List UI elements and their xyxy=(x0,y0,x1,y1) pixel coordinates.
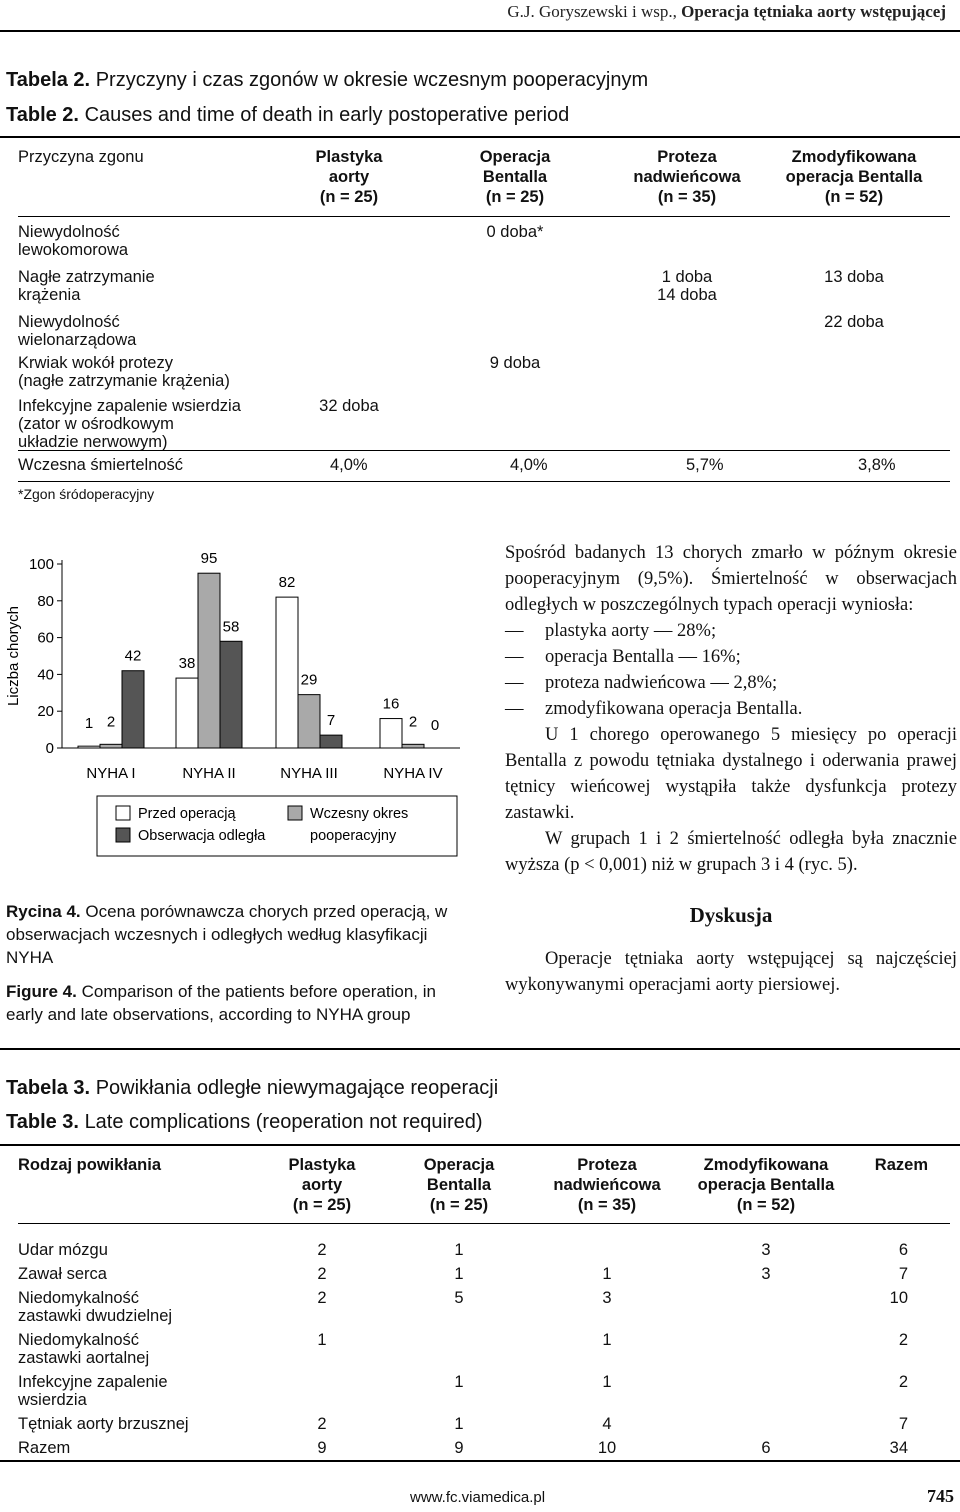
table2-header-line: Plastyka xyxy=(315,148,383,166)
cell-line: 13 doba xyxy=(824,268,884,286)
mortality-list-item xyxy=(505,618,957,644)
table2-cell xyxy=(616,223,758,268)
bar-value-label: 7 xyxy=(326,712,336,730)
cause-line: wielonarządowa xyxy=(18,331,137,349)
table3-title-en: Late complications (reoperation not required) xyxy=(84,1111,483,1133)
table3-cell: 4 xyxy=(602,1415,612,1433)
legend-box xyxy=(97,796,457,856)
complication-line: Infekcyjne zapalenie xyxy=(18,1373,168,1391)
table3-top-section-rule xyxy=(0,1048,960,1050)
table3-header-line: Zmodyfikowana xyxy=(703,1156,829,1174)
table3-cell: 1 xyxy=(454,1415,464,1433)
header-rule xyxy=(0,30,960,32)
cause-line: Niewydolność xyxy=(18,223,120,241)
mortality-label: Wczesna śmiertelność xyxy=(18,456,184,474)
table2-row xyxy=(18,313,950,354)
table2-col-cause: Przyczyna zgonu xyxy=(18,148,144,166)
mortality-list-text: plastyka aorty — 28%; xyxy=(545,621,717,641)
table2-bottom-rule xyxy=(18,481,950,482)
table3-cell xyxy=(532,1233,682,1265)
table2-cell xyxy=(758,313,950,354)
table2-top-rule xyxy=(0,136,960,138)
cell-line: 14 doba xyxy=(657,286,717,304)
table3-complication xyxy=(18,1331,258,1373)
table2-cell xyxy=(414,354,616,397)
table2-header-line: Zmodyfikowana xyxy=(791,148,917,166)
bar-value-label: 58 xyxy=(222,618,240,636)
table2-header-line: (n = 25) xyxy=(319,188,379,206)
table2-cell xyxy=(616,268,758,313)
table3-complication xyxy=(18,1265,258,1289)
bar-value-label: 1 xyxy=(84,715,94,733)
table2 xyxy=(18,147,950,459)
table2-footnote: *Zgon śródoperacyjny xyxy=(18,486,155,502)
table2-col-proteza xyxy=(616,147,758,223)
bar-value-label: 82 xyxy=(278,574,296,592)
cell-line: 32 doba xyxy=(319,397,379,415)
bar-value-label: 0 xyxy=(430,717,440,734)
cause-line: układzie nerwowym) xyxy=(18,433,168,451)
table3-header-line: (n = 52) xyxy=(736,1196,796,1214)
table3-header-line: (n = 25) xyxy=(292,1196,352,1214)
y-axis-label: Liczba chorych xyxy=(5,605,22,707)
y-tick-label: 80 xyxy=(37,592,54,610)
y-tick-label: 100 xyxy=(28,556,54,573)
x-category-label: NYHA I xyxy=(86,765,136,782)
legend-label: Obserwacja odległa xyxy=(138,828,266,844)
y-tick-label: 20 xyxy=(37,703,54,721)
mortality-bentall: 4,0% xyxy=(510,456,548,474)
cause-line: lewokomorowa xyxy=(18,241,129,259)
table3-cell: 1 xyxy=(454,1265,464,1283)
table3-cell xyxy=(682,1331,850,1373)
cell-line: 0 doba* xyxy=(486,223,544,241)
header-title: Operacja tętniaka aorty wstępującej xyxy=(681,2,946,21)
bar-przed-operacją xyxy=(176,678,198,748)
dash-marker: — xyxy=(505,699,524,719)
figure4-label-en: Figure 4. xyxy=(6,982,77,1001)
cell-line: 9 doba xyxy=(489,354,541,372)
body-text xyxy=(505,540,957,998)
table3-header-line: nadwieńcowa xyxy=(553,1176,661,1194)
table3-cell: 3 xyxy=(602,1289,612,1307)
table2-header-line: (n = 25) xyxy=(485,188,545,206)
table3-col-type: Rodzaj powikłania xyxy=(18,1156,162,1174)
bar-wczesny-okres-pooperacyjny xyxy=(402,744,424,748)
page-number: 745 xyxy=(927,1486,954,1506)
cause-line: (zator w ośrodkowym xyxy=(18,415,174,433)
cell-line: 22 doba xyxy=(824,313,884,331)
legend-label: Wczesny okres xyxy=(310,806,409,822)
table3-cell: 1 xyxy=(454,1241,464,1259)
table3-cell: 2 xyxy=(898,1331,908,1349)
header-authors: G.J. Goryszewski i wsp., xyxy=(507,2,677,21)
mortality-list-text: operacja Bentalla — 16%; xyxy=(545,647,741,667)
table3-row xyxy=(18,1331,950,1373)
legend-swatch xyxy=(116,828,130,842)
table2-cell xyxy=(758,223,950,268)
complication-line: Razem xyxy=(18,1439,71,1457)
table3-row xyxy=(18,1265,950,1289)
table2-header-line: operacja Bentalla xyxy=(785,168,923,186)
body-paragraph-2: U 1 chorego operowanego 5 miesięcy po operacji Bentalla z powodu tętniaka dystalnego i oderwania prawej tętnicy wieńcowej wystąpiła także dysfunkcja protezy zastawki. xyxy=(505,725,957,823)
cell-line: 1 doba xyxy=(661,268,713,286)
bar-wczesny-okres-pooperacyjny xyxy=(100,744,122,748)
table2-header-line: (n = 35) xyxy=(657,188,717,206)
bar-value-label: 2 xyxy=(408,713,418,731)
table3-cell: 1 xyxy=(602,1265,612,1283)
table2-header-line: Bentalla xyxy=(482,168,548,186)
figure4-label-pl: Rycina 4. xyxy=(6,902,81,921)
table3-cell: 1 xyxy=(454,1373,464,1391)
table2-header-line: nadwieńcowa xyxy=(633,168,741,186)
body-paragraph-1: Spośród badanych 13 chorych zmarło w późnym okresie pooperacyjnym (9,5%). Śmiertelność w obserwacjach odległych w poszczególnych typach operacji wyniosła: xyxy=(505,543,957,615)
section-heading: Dyskusja xyxy=(689,903,773,927)
table2-label-pl: Tabela 2. xyxy=(6,69,91,91)
complication-line: Niedomykalność xyxy=(18,1289,140,1307)
table2-header-line: aorty xyxy=(328,168,370,186)
y-tick-label: 40 xyxy=(37,666,54,684)
table2-header-line: Operacja xyxy=(479,148,551,166)
table2-header-line: (n = 52) xyxy=(824,188,884,206)
table2-header-line: Proteza xyxy=(657,148,717,166)
table3-header-line: Operacja xyxy=(423,1156,495,1174)
dash-marker: — xyxy=(505,673,524,693)
table2-row xyxy=(18,354,950,397)
table2-col-modified-bentall xyxy=(758,147,950,223)
bar-value-label: 42 xyxy=(124,647,142,665)
mortality-list xyxy=(505,618,957,722)
cause-line: (nagłe zatrzymanie krążenia) xyxy=(18,372,230,390)
table2-cell xyxy=(284,268,414,313)
complication-line: zastawki aortalnej xyxy=(18,1349,150,1367)
table3-cell: 3 xyxy=(761,1265,771,1283)
table3-title-pl: Powikłania odległe niewymagające reoperacji xyxy=(95,1077,499,1099)
mortality-list-item xyxy=(505,696,957,722)
table3-row xyxy=(18,1373,950,1415)
table2-cell xyxy=(284,223,414,268)
table3-cell: 7 xyxy=(898,1415,908,1433)
table2-caption-pl xyxy=(6,69,648,92)
figure4-text-en: Comparison of the patients before operation, in early and late observations, according to NYHA group xyxy=(6,982,436,1024)
table2-caption-en xyxy=(6,104,569,127)
table2-row xyxy=(18,223,950,268)
table3-caption-pl xyxy=(6,1077,498,1100)
table2-col-bentall xyxy=(414,147,616,223)
table3-label-pl: Tabela 3. xyxy=(6,1077,91,1099)
table3-row xyxy=(18,1415,950,1439)
bar-value-label: 29 xyxy=(300,671,318,689)
running-header xyxy=(507,2,946,22)
legend-swatch xyxy=(288,806,302,820)
table3-cell: 3 xyxy=(761,1241,771,1259)
cause-line: Nagłe zatrzymanie xyxy=(18,268,155,286)
mortality-plastyka: 4,0% xyxy=(330,456,368,474)
table3-cell: 9 xyxy=(317,1439,327,1457)
complication-line: wsierdzia xyxy=(18,1391,87,1409)
table3-label-en: Table 3. xyxy=(6,1111,79,1133)
footer-url: www.fc.viamedica.pl xyxy=(410,1489,546,1506)
cause-line: Niewydolność xyxy=(18,313,120,331)
complication-line: zastawki dwudzielnej xyxy=(18,1307,173,1325)
table3-header-line: aorty xyxy=(301,1176,343,1194)
table3-cell: 10 xyxy=(597,1439,617,1457)
mortality-proteza: 5,7% xyxy=(686,456,724,474)
table3-cell: 1 xyxy=(602,1331,612,1349)
table3-col-total xyxy=(850,1155,950,1233)
table2-cell xyxy=(414,268,616,313)
complication-line: Tętniak aorty brzusznej xyxy=(18,1415,189,1433)
x-category-label: NYHA III xyxy=(280,765,338,782)
table3-header-line: Razem xyxy=(874,1156,928,1174)
table3-header-line: (n = 25) xyxy=(429,1196,489,1214)
figure4-caption-en xyxy=(6,980,476,1026)
table2-col-plastyka xyxy=(284,147,414,223)
table3-cell: 1 xyxy=(317,1331,327,1349)
table3 xyxy=(18,1155,950,1463)
mortality-list-text: proteza nadwieńcowa — 2,8%; xyxy=(545,673,778,693)
table3-row xyxy=(18,1289,950,1331)
table2-cell xyxy=(284,354,414,397)
table3-complication xyxy=(18,1233,258,1265)
table3-col-bentall xyxy=(386,1155,532,1233)
mortality-list-text: zmodyfikowana operacja Bentalla. xyxy=(545,699,803,719)
table3-cell xyxy=(682,1289,850,1331)
table3-cell: 2 xyxy=(317,1241,327,1259)
cause-line: Infekcyjne zapalenie wsierdzia xyxy=(18,397,241,415)
body-paragraph-3: W grupach 1 i 2 śmiertelność odległa była znacznie wyższa (p < 0,001) niż w grupach 3 i 4 (ryc. 5). xyxy=(505,829,957,875)
table3-cell xyxy=(258,1373,386,1415)
y-tick-label: 0 xyxy=(45,740,54,757)
bar-value-label: 2 xyxy=(106,713,116,731)
bar-value-label: 38 xyxy=(178,655,196,673)
table2-cell xyxy=(758,268,950,313)
complication-line: Zawał serca xyxy=(18,1265,107,1283)
table2-row xyxy=(18,268,950,313)
table3-cell: 7 xyxy=(898,1265,908,1283)
x-category-label: NYHA IV xyxy=(383,765,443,782)
table3-bottom-rule xyxy=(0,1460,960,1462)
bar-wczesny-okres-pooperacyjny xyxy=(298,695,320,748)
table3-col-proteza xyxy=(532,1155,682,1233)
bar-obserwacja-odległa xyxy=(320,735,342,748)
table2-label-en: Table 2. xyxy=(6,104,79,126)
table2-cause xyxy=(18,268,284,313)
table3-top-rule xyxy=(0,1144,960,1146)
table3-header-line: Proteza xyxy=(577,1156,637,1174)
table3-cell: 34 xyxy=(889,1439,908,1457)
mortality-modified: 3,8% xyxy=(858,456,896,474)
table3-cell: 9 xyxy=(454,1439,464,1457)
table2-mortality-rule xyxy=(18,450,950,451)
cause-line: Krwiak wokół protezy xyxy=(18,354,173,372)
cause-line: krążenia xyxy=(18,286,81,304)
bar-obserwacja-odległa xyxy=(122,671,144,748)
complication-line: Niedomykalność xyxy=(18,1331,140,1349)
table2-title-en: Causes and time of death in early postoperative period xyxy=(84,104,570,126)
dash-marker: — xyxy=(505,647,524,667)
bar-przed-operacją xyxy=(276,597,298,748)
table3-col-modified-bentall xyxy=(682,1155,850,1233)
table3-cell xyxy=(386,1331,532,1373)
table3-header-rule xyxy=(18,1223,950,1224)
table2-cause xyxy=(18,354,284,397)
table3-complication xyxy=(18,1415,258,1439)
table2-cell xyxy=(414,223,616,268)
figure4-caption-pl xyxy=(6,900,476,969)
x-category-label: NYHA II xyxy=(182,765,236,782)
table3-cell xyxy=(682,1373,850,1415)
dash-marker: — xyxy=(505,621,524,641)
table3-cell: 6 xyxy=(761,1439,771,1457)
figure4-text-pl: Ocena porównawcza chorych przed operacją, w obserwacjach wczesnych i odległych według klasyfikacji NYHA xyxy=(6,902,448,967)
table3-cell: 2 xyxy=(317,1415,327,1433)
table3-header-row xyxy=(18,1155,950,1233)
bar-przed-operacją xyxy=(380,719,402,748)
body-paragraph-4: Operacje tętniaka aorty wstępującej są najczęściej wykonywanymi operacjami aorty piersiowej. xyxy=(505,949,957,995)
table3-cell: 10 xyxy=(889,1289,908,1307)
table2-cell xyxy=(616,313,758,354)
bar-value-label: 95 xyxy=(200,550,218,568)
table3-cell: 2 xyxy=(317,1265,327,1283)
table3-col-plastyka xyxy=(258,1155,386,1233)
bar-obserwacja-odległa xyxy=(220,641,242,748)
table3-header-line: Plastyka xyxy=(288,1156,356,1174)
table2-cause xyxy=(18,223,284,268)
table3-cell: 5 xyxy=(454,1289,464,1307)
table2-cell xyxy=(758,354,950,397)
table2-cell xyxy=(284,313,414,354)
bar-wczesny-okres-pooperacyjny xyxy=(198,573,220,748)
table3-header-line: (n = 35) xyxy=(577,1196,637,1214)
legend-label: Przed operacją xyxy=(138,806,236,822)
table2-header-rule xyxy=(18,216,950,217)
y-tick-label: 60 xyxy=(37,629,54,647)
table3-cell xyxy=(682,1415,850,1439)
table2-title-pl: Przyczyny i czas zgonów w okresie wczesnym pooperacyjnym xyxy=(95,69,649,91)
legend-swatch xyxy=(116,806,130,820)
table3-caption-en xyxy=(6,1111,483,1134)
table3-header-line: Bentalla xyxy=(426,1176,492,1194)
table3-header-line: operacja Bentalla xyxy=(697,1176,835,1194)
table3-complication xyxy=(18,1289,258,1331)
figure4-chart xyxy=(0,540,470,870)
mortality-list-item xyxy=(505,644,957,670)
legend-label: pooperacyjny xyxy=(310,828,397,844)
table2-header-row xyxy=(18,147,950,223)
table3-row xyxy=(18,1233,950,1265)
table2-cell xyxy=(414,313,616,354)
table2-cause xyxy=(18,313,284,354)
table3-complication xyxy=(18,1373,258,1415)
table3-cell: 6 xyxy=(898,1241,908,1259)
complication-line: Udar mózgu xyxy=(18,1241,108,1259)
table3-cell: 2 xyxy=(898,1373,908,1391)
table3-cell: 2 xyxy=(317,1289,327,1307)
bar-value-label: 16 xyxy=(382,695,400,713)
mortality-list-item xyxy=(505,670,957,696)
table3-cell: 1 xyxy=(602,1373,612,1391)
table2-cell xyxy=(616,354,758,397)
